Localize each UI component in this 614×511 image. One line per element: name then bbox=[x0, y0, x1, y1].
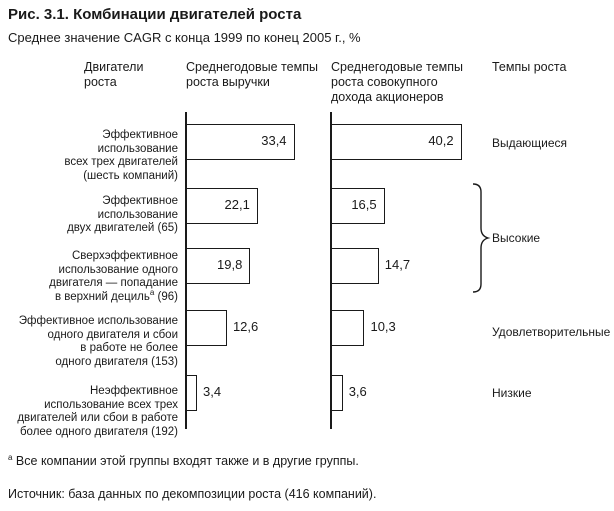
tsr-value-3: 14,7 bbox=[384, 257, 411, 272]
header-tsr: Среднегодовые темпы роста совокупного дохода акционеров bbox=[331, 60, 463, 104]
footnote-mark: a bbox=[8, 453, 13, 462]
row-label-5-text: Неэффективное использование всех трех двигателей или сбои в работе более одного двигателя (192) bbox=[17, 384, 178, 439]
header-drivers: Двигатели роста bbox=[84, 60, 144, 89]
row-label-1-text: Эффективное использование всех трех двигателей (шесть компаний) bbox=[64, 128, 178, 183]
figure-title: Рис. 3.1. Комбинации двигателей роста bbox=[8, 6, 302, 23]
growth-label-high: Высокие bbox=[492, 231, 541, 245]
tsr-value-1: 40,2 bbox=[428, 133, 454, 148]
footnote bbox=[8, 453, 359, 468]
header-revenue: Среднегодовые темпы роста выручки bbox=[186, 60, 318, 89]
growth-label-outstanding: Выдающиеся bbox=[492, 136, 568, 150]
row-label-3-footnote-mark: a bbox=[149, 288, 155, 298]
tsr-value-4: 10,3 bbox=[370, 319, 396, 334]
row-label-4-text: Эффективное использование одного двигателя и сбои в работе не более одного двигателя (153) bbox=[18, 314, 178, 369]
row-label-2-text: Эффективное использование двух двигателей (65) bbox=[67, 194, 178, 235]
row-label-3-text: Сверхэффективное использование одного двигателя — попадание в верхний дециль bbox=[49, 249, 178, 304]
header-growth-rate: Темпы роста bbox=[492, 60, 567, 74]
row-label-3-tail: (96) bbox=[154, 291, 178, 304]
tsr-value-5: 3,6 bbox=[348, 384, 367, 399]
growth-label-satisfactory: Удовлетворительные bbox=[492, 325, 611, 339]
footnote-text: Все компании этой группы входят также и в другие группы. bbox=[12, 454, 359, 469]
revenue-value-2: 22,1 bbox=[224, 197, 250, 212]
growth-label-low: Низкие bbox=[492, 386, 532, 400]
figure-subtitle: Среднее значение CAGR с конца 1999 по конец 2005 г., % bbox=[8, 30, 361, 45]
revenue-value-3: 19,8 bbox=[217, 257, 243, 272]
revenue-value-1: 33,4 bbox=[261, 133, 287, 148]
source-note: Источник: база данных по декомпозиции роста (416 компаний). bbox=[8, 487, 377, 501]
revenue-value-4: 12,6 bbox=[232, 319, 259, 334]
tsr-value-2: 16,5 bbox=[351, 197, 377, 212]
revenue-value-5: 3,4 bbox=[203, 384, 222, 399]
